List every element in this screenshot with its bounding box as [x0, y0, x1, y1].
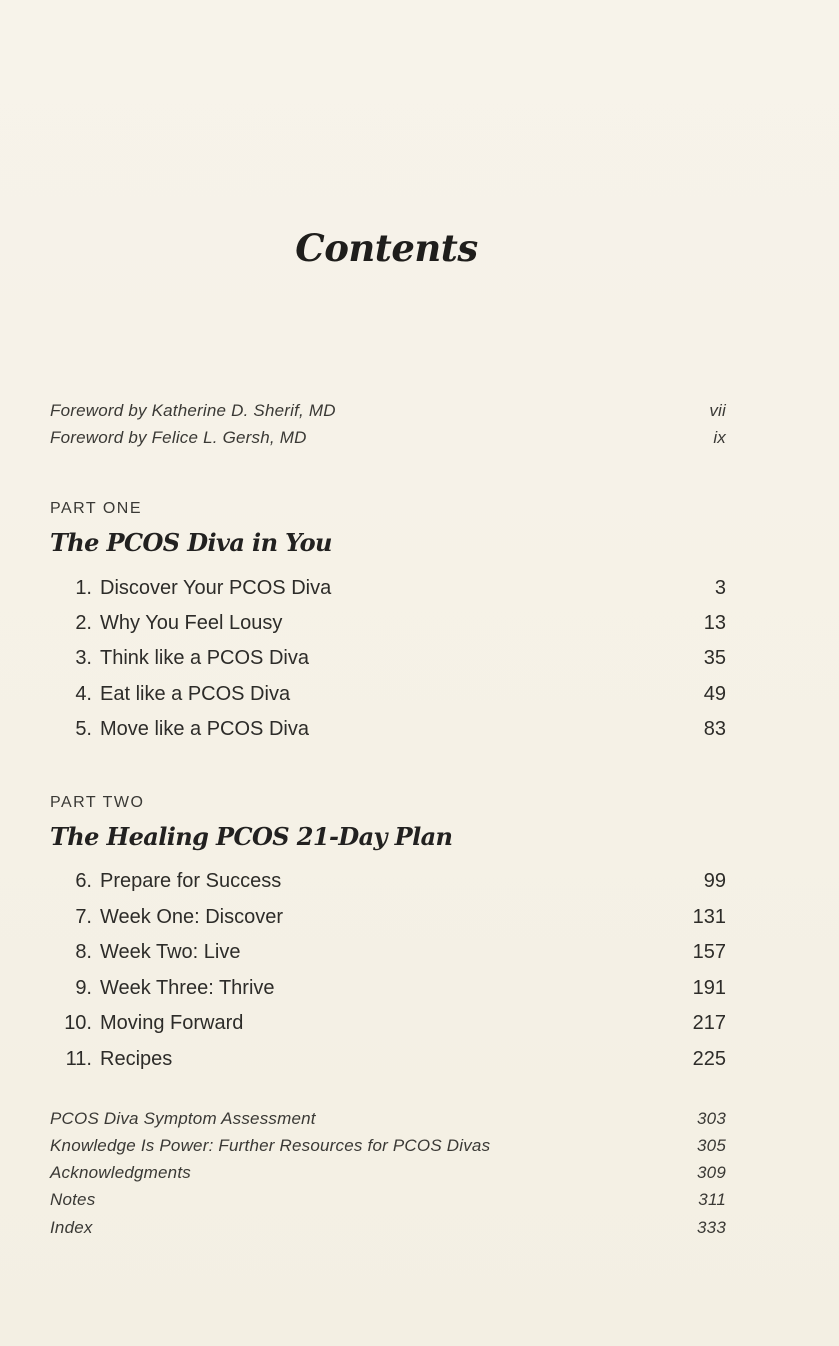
chapter-title: Week Two: Live	[100, 941, 241, 963]
entry-page: 311	[698, 1190, 726, 1209]
chapter-number: 9.	[75, 977, 92, 999]
entry-page: vii	[709, 401, 726, 420]
entry-label: Knowledge Is Power: Further Resources for PCOS Divas	[50, 1136, 491, 1155]
entry-label: Index	[50, 1218, 93, 1237]
chapter-page: 49	[703, 683, 726, 705]
foreword-entry	[50, 401, 726, 421]
backmatter-entry	[50, 1190, 726, 1210]
backmatter-entry	[50, 1163, 726, 1183]
chapter-number: 6.	[75, 870, 92, 892]
chapter-title: Move like a PCOS Diva	[100, 718, 309, 740]
chapter-title: Prepare for Success	[100, 870, 282, 892]
contents-title: Contents	[295, 226, 478, 270]
chapter-entry	[50, 1012, 726, 1035]
entry-label: PCOS Diva Symptom Assessment	[50, 1109, 316, 1128]
chapter-page: 157	[692, 941, 726, 963]
entry-label: Foreword by Katherine D. Sherif, MD	[50, 401, 336, 420]
entry-page: 303	[697, 1109, 726, 1128]
chapter-page: 99	[703, 870, 726, 892]
chapter-page: 83	[703, 718, 726, 740]
part-label: PART ONE	[50, 500, 143, 517]
chapter-entry	[50, 941, 726, 964]
entry-page: ix	[713, 428, 726, 447]
chapter-title: Week One: Discover	[100, 906, 284, 928]
chapter-page: 131	[692, 906, 726, 928]
entry-page: 309	[697, 1163, 726, 1182]
chapter-entry	[50, 647, 726, 670]
chapter-page: 3	[714, 577, 726, 599]
chapter-number: 1.	[75, 577, 92, 599]
chapter-title: Think like a PCOS Diva	[100, 647, 309, 669]
chapter-entry	[50, 612, 726, 635]
entry-page: 333	[697, 1218, 726, 1237]
entry-label: Acknowledgments	[50, 1163, 191, 1182]
chapter-entry	[50, 683, 726, 706]
part-label: PART TWO	[50, 794, 145, 811]
chapter-number: 3.	[75, 647, 92, 669]
chapter-entry	[50, 718, 726, 741]
chapter-entry	[50, 577, 726, 600]
part-title: The PCOS Diva in You	[50, 528, 332, 557]
chapter-title: Moving Forward	[100, 1012, 244, 1034]
chapter-page: 225	[692, 1048, 726, 1070]
entry-label: Foreword by Felice L. Gersh, MD	[50, 428, 307, 447]
foreword-entry	[50, 428, 726, 448]
chapter-number: 7.	[75, 906, 92, 928]
chapter-entry	[50, 977, 726, 1000]
chapter-number: 8.	[75, 941, 92, 963]
chapter-title: Week Three: Thrive	[100, 977, 275, 999]
chapter-title: Recipes	[100, 1048, 173, 1070]
chapter-number: 2.	[75, 612, 92, 634]
chapter-title: Eat like a PCOS Diva	[100, 683, 291, 705]
chapter-number: 10.	[64, 1012, 92, 1034]
chapter-page: 217	[692, 1012, 726, 1034]
chapter-number: 5.	[75, 718, 92, 740]
chapter-entry	[50, 1048, 726, 1071]
chapter-page: 35	[703, 647, 726, 669]
chapter-entry	[50, 870, 726, 893]
backmatter-entry	[50, 1218, 726, 1238]
backmatter-entry	[50, 1109, 726, 1129]
chapter-title: Why You Feel Lousy	[100, 612, 283, 634]
chapter-entry	[50, 906, 726, 929]
entry-label: Notes	[50, 1190, 96, 1209]
chapter-number: 11.	[65, 1048, 92, 1070]
backmatter-entry	[50, 1136, 726, 1156]
chapter-number: 4.	[75, 683, 92, 705]
entry-page: 305	[697, 1136, 726, 1155]
part-title: The Healing PCOS 21-Day Plan	[50, 822, 453, 851]
chapter-page: 191	[692, 977, 726, 999]
chapter-page: 13	[703, 612, 726, 634]
chapter-title: Discover Your PCOS Diva	[100, 577, 332, 599]
